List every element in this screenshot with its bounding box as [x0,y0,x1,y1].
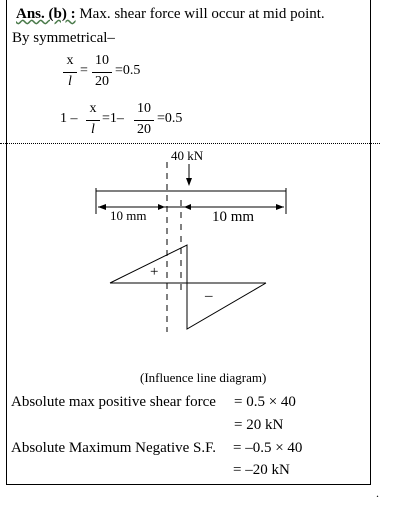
dimension-arrow-mid-right [184,204,191,210]
eq2-num-left: x [89,101,97,116]
negative-shear-expr: = –0.5 × 40 [233,440,303,456]
positive-sign: + [150,264,159,280]
eq1-den-left: l [68,74,72,89]
load-arrow-head [186,178,192,186]
eq1-result: =0.5 [115,63,141,78]
eq2-result: =0.5 [157,111,183,126]
eq1-den-right: 20 [95,74,109,89]
negative-shear-value: = –20 kN [233,462,290,478]
positive-shear-value: = 20 kN [234,417,284,433]
negative-sign: – [205,288,213,304]
answer-text: Max. shear force will occur at mid point. [79,6,325,22]
eq2-den-left: l [91,122,95,137]
eq2-num-right: 10 [137,101,151,116]
eq2-prefix: 1 – [60,111,78,126]
dimension-arrow-mid-left [158,204,165,210]
load-label: 40 kN [171,148,204,163]
negative-shear-label: Absolute Maximum Negative S.F. [11,440,217,456]
corner-dot: . [376,486,379,500]
symmetry-heading: By symmetrical– [12,30,115,46]
right-span-label: 10 mm [212,209,255,225]
dimension-arrow-left [98,204,106,210]
eq1-num-right: 10 [95,53,109,68]
positive-shear-expr: = 0.5 × 40 [234,394,296,410]
left-span-label: 10 mm [110,208,147,223]
eq1-equals: = [80,63,88,78]
eq1-num-left: x [66,53,74,68]
influence-line [110,245,266,329]
positive-shear-label: Absolute max positive shear force [11,394,216,410]
eq2-middle: =1– [102,111,124,126]
answer-label: Ans. (b) : [16,6,76,22]
diagram-caption: (Influence line diagram) [140,370,267,385]
dimension-arrow-right [276,204,284,210]
eq2-den-right: 20 [137,122,151,137]
